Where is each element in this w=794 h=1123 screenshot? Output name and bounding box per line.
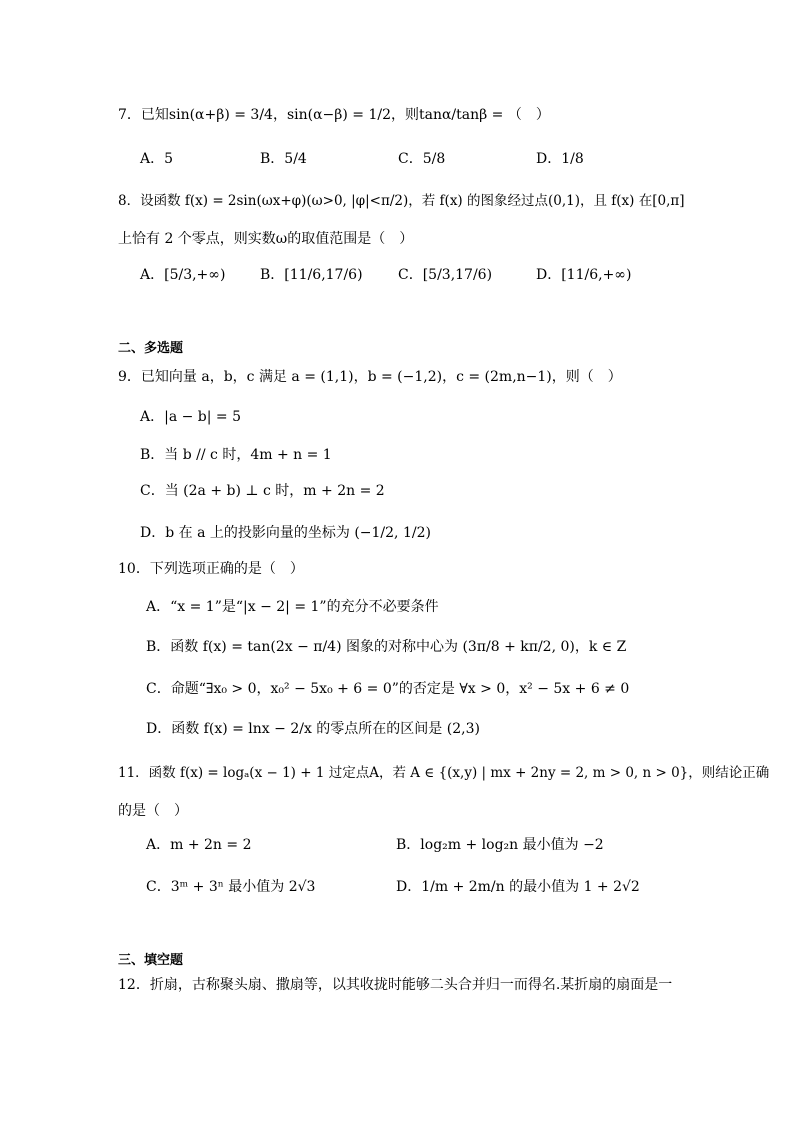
q8-stem: 8．设函数 f(x) = 2sin(ωx+φ)(ω>0, |φ|<π/2)，若 f(x) 的图象经过点(0,1)，且 f(x) 在[0,π] bbox=[118, 193, 685, 209]
q9-option-b: B．当 b // c 时，4m + n = 1 bbox=[140, 447, 332, 463]
q7-option-a: A．5 bbox=[140, 151, 174, 167]
q7-option-d: D．1/8 bbox=[536, 151, 584, 167]
q11-option-a: A．m + 2n = 2 bbox=[146, 837, 252, 853]
q11-stem: 11．函数 f(x) = logₐ(x − 1) + 1 过定点A，若 A ∈ {(x,y) | mx + 2ny = 2, m > 0, n > 0}，则结论正确 bbox=[118, 765, 770, 781]
q10-option-c: C．命题“∃x₀ > 0，x₀² − 5x₀ + 6 = 0”的否定是 ∀x > 0，x² − 5x + 6 ≠ 0 bbox=[146, 681, 630, 697]
q10-stem: 10．下列选项正确的是（ ） bbox=[118, 561, 304, 577]
q8-option-a: A．[5/3,+∞) bbox=[140, 267, 226, 283]
q9-option-a: A．|a − b| = 5 bbox=[140, 409, 242, 425]
q10-option-a: A．“x = 1”是“|x − 2| = 1”的充分不必要条件 bbox=[146, 599, 439, 615]
q12-stem: 12．折扇，古称聚头扇、撒扇等，以其收拢时能够二头合并归一而得名.某折扇的扇面是一 bbox=[118, 977, 673, 993]
q11-option-b: B．log₂m + log₂n 最小值为 −2 bbox=[396, 837, 604, 853]
q11-stem-line2: 的是（ ） bbox=[118, 803, 188, 819]
q11-option-c: C．3ᵐ + 3ⁿ 最小值为 2√3 bbox=[146, 879, 316, 895]
q8-option-d: D．[11/6,+∞) bbox=[536, 267, 632, 283]
section-heading-fill-blank: 三、填空题 bbox=[118, 953, 184, 968]
q7-stem: 7．已知sin(α+β) = 3/4，sin(α−β) = 1/2，则tanα/tanβ = （ ） bbox=[118, 107, 550, 123]
q9-stem: 9．已知向量 a，b，c 满足 a = (1,1)，b = (−1,2)，c = (2m,n−1)，则（ ） bbox=[118, 369, 622, 385]
q8-stem-line2: 上恰有 2 个零点，则实数ω的取值范围是（ ） bbox=[118, 231, 414, 247]
q9-option-c: C．当 (2a + b) ⊥ c 时，m + 2n = 2 bbox=[140, 483, 385, 499]
q9-option-d: D．b 在 a 上的投影向量的坐标为 (−1/2, 1/2) bbox=[140, 525, 431, 541]
q10-option-d: D．函数 f(x) = lnx − 2/x 的零点所在的区间是 (2,3) bbox=[146, 721, 480, 737]
q8-option-b: B．[11/6,17/6) bbox=[260, 267, 363, 283]
q10-option-b: B．函数 f(x) = tan(2x − π/4) 图象的对称中心为 (3π/8 + kπ/2, 0)，k ∈ Z bbox=[146, 639, 627, 655]
q8-option-c: C．[5/3,17/6) bbox=[398, 267, 493, 283]
q11-option-d: D．1/m + 2m/n 的最小值为 1 + 2√2 bbox=[396, 879, 640, 895]
q7-option-b: B．5/4 bbox=[260, 151, 307, 167]
section-heading-multi-choice: 二、多选题 bbox=[118, 341, 184, 356]
q7-option-c: C．5/8 bbox=[398, 151, 446, 167]
